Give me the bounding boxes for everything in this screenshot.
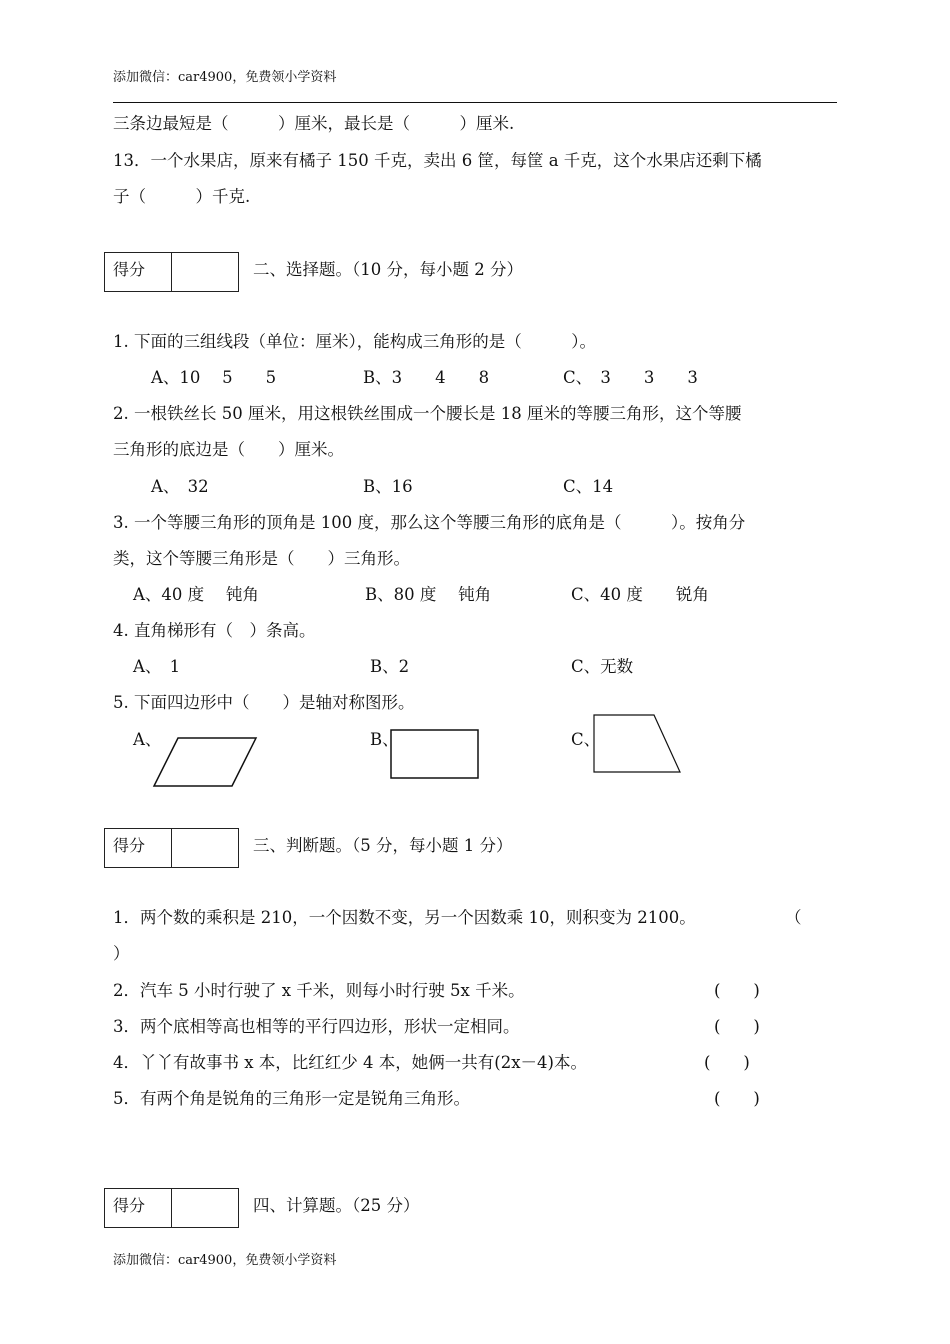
choice-q3-line2: 类，这个等腰三角形是（ ）三角形。 (113, 549, 410, 568)
judge-item-5-answer[interactable]: ( ) (714, 1089, 760, 1108)
parallelogram-figure (150, 732, 260, 790)
score-box-calc[interactable] (104, 1188, 239, 1228)
choice-q2-line1: 2. 一根铁丝长 50 厘米，用这根铁丝围成一个腰长是 18 厘米的等腰三角形，这个等腰 (113, 404, 742, 423)
choice-q5-option-c: C、 (571, 730, 601, 749)
score-box-choice[interactable] (104, 252, 239, 292)
score-box-judge[interactable] (104, 828, 239, 868)
judge-item-3: 3．两个底相等高也相等的平行四边形，形状一定相同。 (113, 1017, 520, 1036)
choice-q5-option-b: B、 (370, 730, 399, 749)
choice-q2-option-a: A、 32 (151, 477, 209, 496)
rectangle-figure (388, 727, 482, 783)
q13-line1: 13．一个水果店，原来有橘子 150 千克，卖出 6 筐，每筐 a 千克，这个水果店还剩下橘 (113, 151, 762, 170)
judge-item-5: 5．有两个角是锐角的三角形一定是锐角三角形。 (113, 1089, 470, 1108)
choice-q5-option-a: A、 (133, 730, 162, 749)
section-calc-title: 四、计算题。（25 分） (253, 1196, 420, 1215)
q13-line2: 子（ ）千克. (113, 187, 251, 206)
choice-q3-line1: 3. 一个等腰三角形的顶角是 100 度，那么这个等腰三角形的底角是（ ）。按角分 (113, 513, 746, 532)
judge-item-4-answer[interactable]: ( ) (704, 1053, 750, 1072)
score-label: 得分 (113, 836, 146, 855)
judge-item-1: 1．两个数的乘积是 210，一个因数不变，另一个因数乘 10，则积变为 2100。 (113, 908, 696, 927)
choice-q3-option-b: B、80 度 钝角 (365, 585, 492, 604)
header-note: 添加微信：car4900，免费领小学资料 (113, 70, 337, 85)
score-label: 得分 (113, 1196, 146, 1215)
choice-q4: 4. 直角梯形有（ ）条高。 (113, 621, 316, 640)
q11-continued: 三条边最短是（ ）厘米，最长是（ ）厘米. (113, 114, 515, 133)
header-rule (113, 102, 837, 103)
choice-q3-option-c: C、40 度 锐角 (571, 585, 709, 604)
choice-q3-option-a: A、40 度 钝角 (133, 585, 259, 604)
section-choice-title: 二、选择题。（10 分，每小题 2 分） (253, 260, 523, 279)
choice-q1-option-a: A、10 5 5 (151, 368, 277, 387)
judge-item-1-paren-open[interactable]: （ (785, 908, 802, 927)
choice-q5: 5. 下面四边形中（ ）是轴对称图形。 (113, 693, 415, 712)
footer-note: 添加微信：car4900，免费领小学资料 (113, 1253, 337, 1268)
choice-q4-option-a: A、 1 (133, 657, 181, 676)
choice-q1-option-b: B、3 4 8 (363, 368, 490, 387)
choice-q1-option-c: C、 3 3 3 (563, 368, 698, 387)
choice-q4-option-b: B、2 (370, 657, 410, 676)
judge-item-2-answer[interactable]: ( ) (714, 981, 760, 1000)
judge-item-4: 4．丫丫有故事书 x 本，比红红少 4 本，她俩一共有(2x－4)本。 (113, 1053, 587, 1072)
choice-q2-option-b: B、16 (363, 477, 413, 496)
judge-item-3-answer[interactable]: ( ) (714, 1017, 760, 1036)
trapezoid-figure (590, 712, 686, 776)
choice-q2-line2: 三角形的底边是（ ）厘米。 (113, 440, 344, 459)
choice-q1: 1. 下面的三组线段（单位：厘米），能构成三角形的是（ ）。 (113, 332, 596, 351)
judge-item-1-paren-close: ） (113, 944, 130, 963)
judge-item-2: 2．汽车 5 小时行驶了 x 千米，则每小时行驶 5x 千米。 (113, 981, 525, 1000)
choice-q4-option-c: C、无数 (571, 657, 634, 676)
section-judge-title: 三、判断题。（5 分，每小题 1 分） (253, 836, 513, 855)
score-label: 得分 (113, 260, 146, 279)
choice-q2-option-c: C、14 (563, 477, 614, 496)
